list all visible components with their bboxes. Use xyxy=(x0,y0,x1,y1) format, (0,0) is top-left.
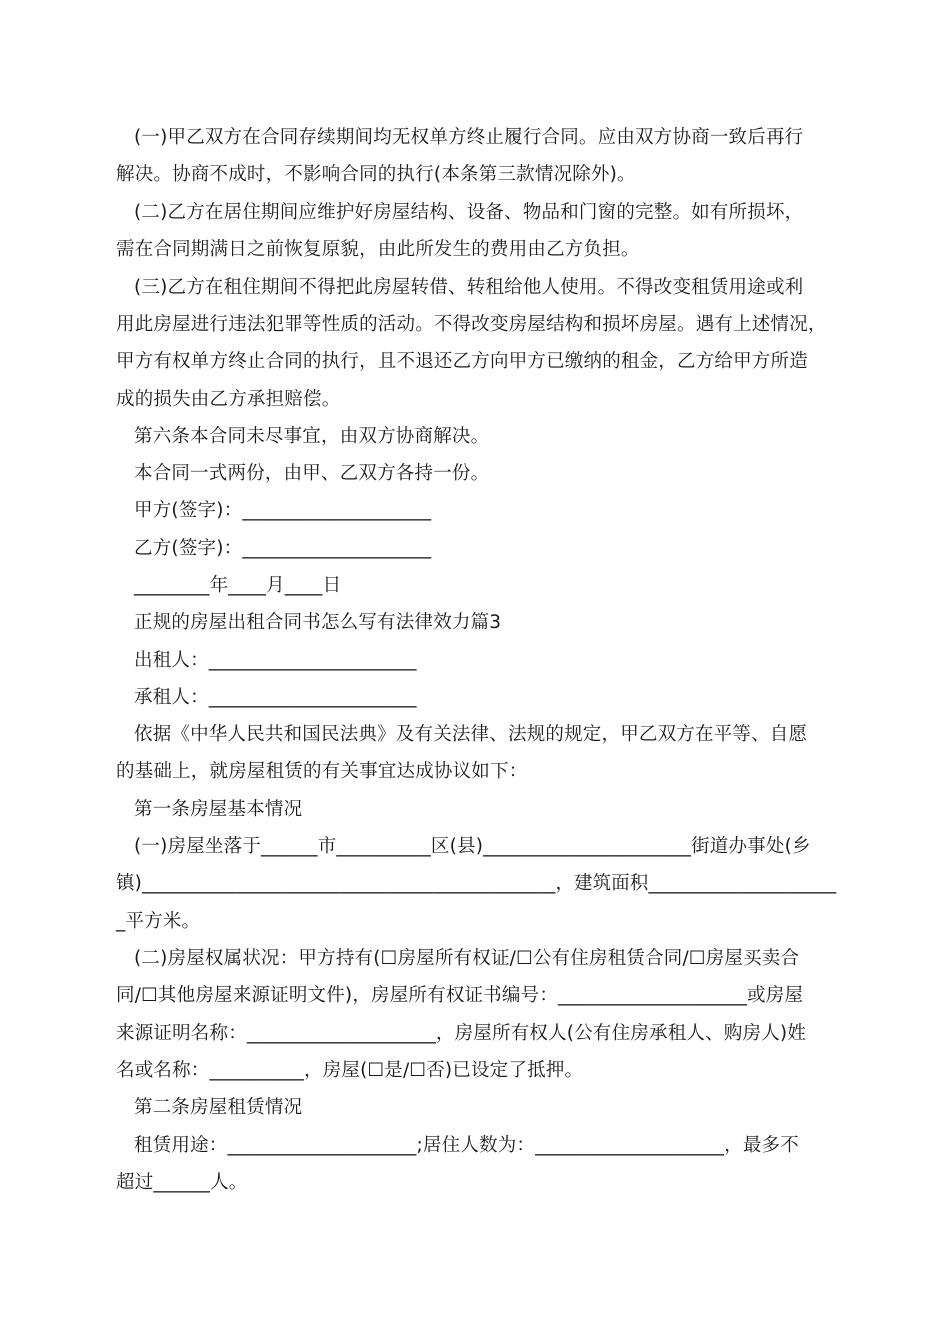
article-heading: 第一条房屋基本情况 xyxy=(134,799,303,820)
paragraph-line: (二)乙方在居住期间应维护好房屋结构、设备、物品和门窗的完整。如有所损坏， xyxy=(134,202,804,223)
paragraph-line: 用此房屋进行违法犯罪等性质的活动。不得改变房屋结构和损坏房屋。遇有上述情况， xyxy=(116,314,827,335)
paragraph-line: 租赁用途：____________________;居住人数为：____________________，最多不 xyxy=(134,1135,799,1156)
paragraph-line: 依据《中华人民共和国民法典》及有关法律、法规的规定，甲乙双方在平等、自愿 xyxy=(134,724,808,745)
paragraph-line: (三)乙方在租住期间不得把此房屋转借、转租给他人使用。不得改变租赁用途或利 xyxy=(134,277,804,298)
party-a-signature-line: 甲方(签字)：____________________ xyxy=(134,500,432,521)
paragraph-line: 镇)____________________________________________，建筑面积____________________ xyxy=(116,873,837,894)
paragraph-line: 名或名称：__________，房屋(☐是/☐否)已设定了抵押。 xyxy=(116,1060,584,1081)
paragraph-line: 同/☐其他房屋来源证明文件)，房屋所有权证书编号：____________________或房屋 xyxy=(116,985,804,1006)
paragraph-line: 来源证明名称：____________________，房屋所有权人(公有住房承租人、购房人)姓 xyxy=(116,1023,807,1044)
date-line: ________年____月____日 xyxy=(134,575,342,596)
lessee-line: 承租人：______________________ xyxy=(134,687,417,708)
paragraph-line: _平方米。 xyxy=(116,911,201,932)
paragraph-line: 甲方有权单方终止合同的执行，且不退还乙方向甲方已缴纳的租金，乙方给甲方所造 xyxy=(116,351,808,372)
article-heading: 第二条房屋租赁情况 xyxy=(134,1097,303,1118)
section-heading: 正规的房屋出租合同书怎么写有法律效力篇3 xyxy=(134,612,502,633)
party-b-signature-line: 乙方(签字)：____________________ xyxy=(134,538,432,559)
paragraph-line: 本合同一式两份，由甲、乙双方各持一份。 xyxy=(134,463,490,484)
paragraph-line: 第六条本合同未尽事宜，由双方协商解决。 xyxy=(134,426,490,447)
paragraph-line: 需在合同期满日之前恢复原貌，由此所发生的费用由乙方负担。 xyxy=(116,239,640,260)
paragraph-line: (二)房屋权属状况：甲方持有(☐房屋所有权证/☐公有住房租赁合同/☐房屋买卖合 xyxy=(134,948,800,969)
paragraph-line: 的基础上，就房屋租赁的有关事宜达成协议如下： xyxy=(116,761,528,782)
paragraph-line: 解决。协商不成时，不影响合同的执行(本条第三款情况除外)。 xyxy=(116,164,636,185)
paragraph-line: 超过______人。 xyxy=(116,1172,248,1193)
paragraph-line: (一)房屋坐落于______市__________区(县)______________________街道办事处(乡 xyxy=(134,836,811,857)
paragraph-line: 成的损失由乙方承担赔偿。 xyxy=(116,389,341,410)
paragraph-line: (一)甲乙双方在合同存续期间均无权单方终止履行合同。应由双方协商一致后再行 xyxy=(134,127,804,148)
lessor-line: 出租人：______________________ xyxy=(134,650,417,671)
